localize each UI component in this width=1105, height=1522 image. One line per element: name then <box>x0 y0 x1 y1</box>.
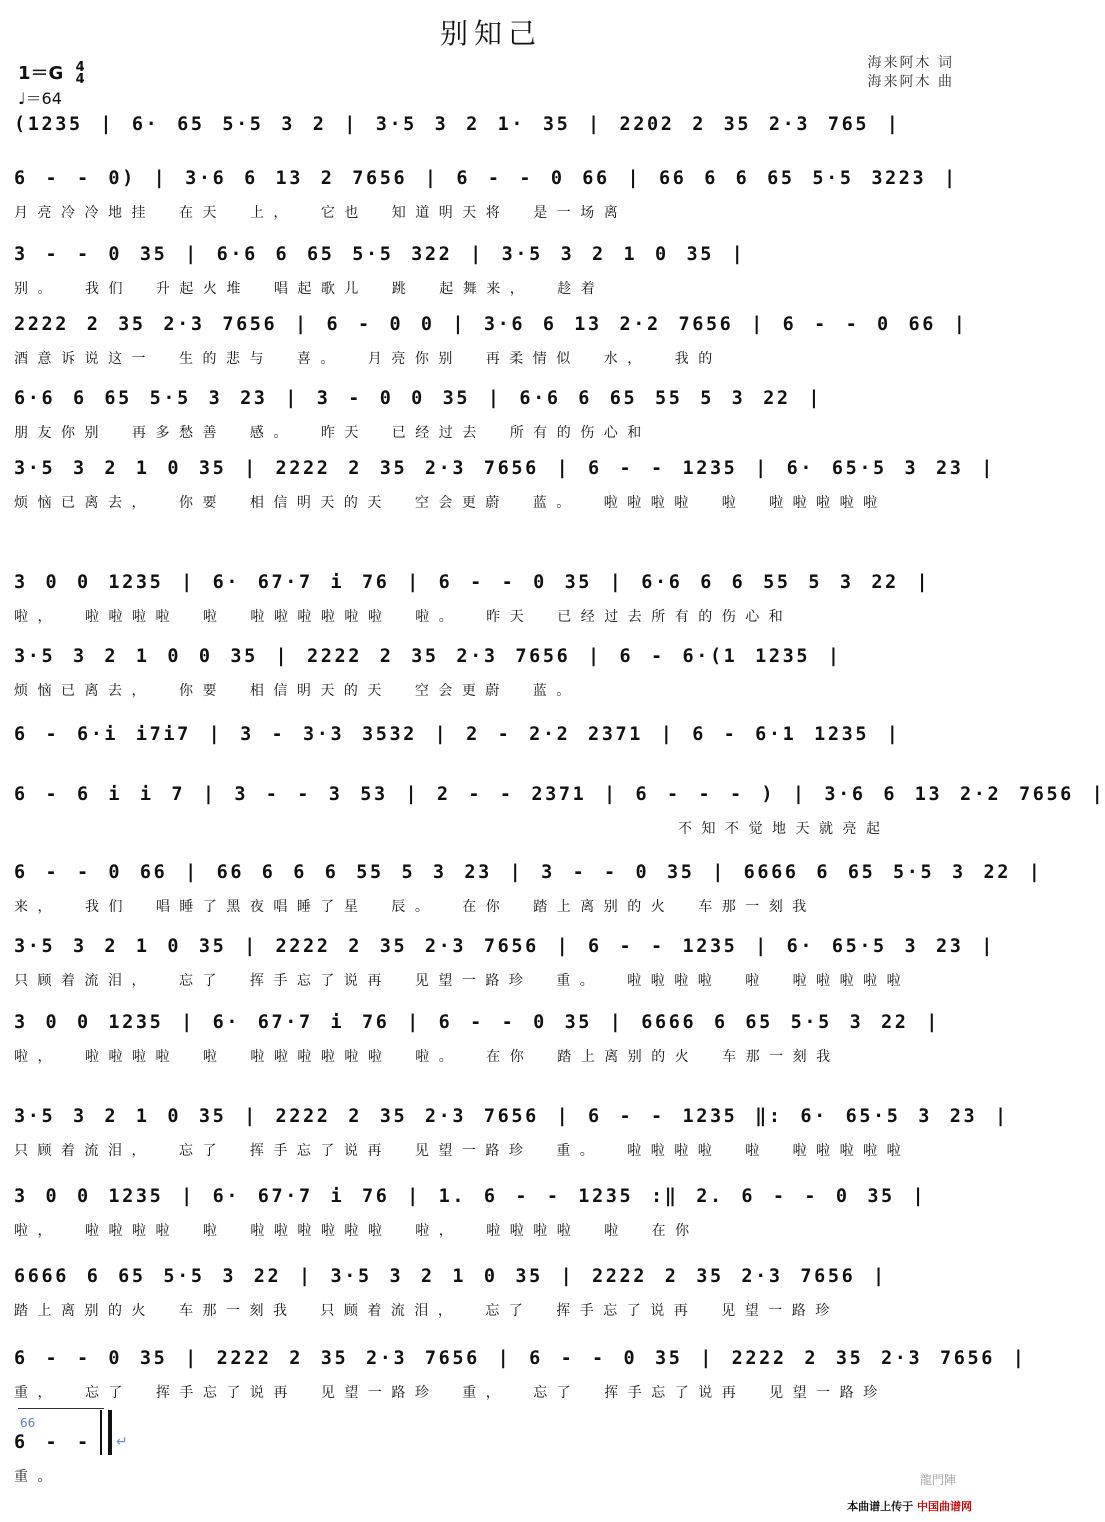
lyric-line: 烦恼已离去， 你要 相信明天的天 空会更蔚 蓝。 啦啦啦啦 啦 啦啦啦啦啦 <box>14 495 887 511</box>
notation-line: 6 - - 0) | 3·6 6 13 2 7656 | 6 - - 0 66 | 66 6 6 65 5·5 3223 | <box>14 168 958 189</box>
score-system <box>14 1186 970 1250</box>
notation-line: 3·5 3 2 1 0 35 | 2222 2 35 2·3 7656 | 6 - - 1235 | 6· 65·5 3 23 | <box>14 936 995 957</box>
notation-line: 3·5 3 2 1 0 35 | 2222 2 35 2·3 7656 | 6 - - 1235 | 6· 65·5 3 23 | <box>14 458 995 479</box>
notation-line: 3·5 3 2 1 0 35 | 2222 2 35 2·3 7656 | 6 - - 1235 ‖: 6· 65·5 3 23 | <box>14 1106 1009 1127</box>
return-arrow-icon: ↵ <box>116 1434 128 1450</box>
tempo-marking: ♩＝64 <box>18 89 62 108</box>
score-system <box>14 572 970 636</box>
lyric-line: 踏上离别的火 车那一刻我 只顾着流泪， 忘了 挥手忘了说再 见望一路珍 <box>14 1303 839 1319</box>
notation-line: 6 - - 0 66 | 66 6 6 6 55 5 3 23 | 3 - - 0 35 | 6666 6 65 5·5 3 22 | <box>14 862 1043 883</box>
notation-line: 6 - 6 i i 7 | 3 - - 3 53 | 2 - - 2371 | 6 - - - ) | 3·6 6 13 2·2 7656 | <box>14 784 1105 805</box>
notation-line: 2222 2 35 2·3 7656 | 6 - 0 0 | 3·6 6 13 2·2 7656 | 6 - - 0 66 | <box>14 314 968 335</box>
key-signature <box>18 62 85 86</box>
lyric-line: 朋友你别 再多愁善 感。 昨天 已经过去 所有的伤心和 <box>14 425 651 441</box>
lyric-line: 来， 我们 唱睡了黑夜唱睡了星 辰。 在你 踏上离别的火 车那一刻我 <box>14 899 816 915</box>
score-system <box>14 724 970 788</box>
lyric-line: 啦， 啦啦啦啦 啦 啦啦啦啦啦啦 啦。 昨天 已经过去所有的伤心和 <box>14 609 793 625</box>
score-system <box>14 936 995 1000</box>
notation-line: 3 0 0 1235 | 6· 67·7 i 76 | 6 - - 0 35 | 6666 6 65 5·5 3 22 | <box>14 1012 941 1033</box>
lyric-line: 啦， 啦啦啦啦 啦 啦啦啦啦啦啦 啦， 啦啦啦啦 啦 在你 <box>14 1223 699 1239</box>
lyric-line: 酒意诉说这一 生的悲与 喜。 月亮你别 再柔情似 水， 我的 <box>14 351 722 367</box>
lyric-line: 只顾着流泪， 忘了 挥手忘了说再 见望一路珍 重。 啦啦啦啦 啦 啦啦啦啦啦 <box>14 973 911 989</box>
score-system <box>14 388 970 452</box>
notation-line: 6·6 6 65 5·5 3 23 | 3 - 0 0 35 | 6·6 6 65 55 5 3 22 | <box>14 388 823 409</box>
footer-text: 本曲谱上传于 <box>847 1500 914 1513</box>
score-system <box>14 1106 1009 1170</box>
notation-line: 3 - - 0 35 | 6·6 6 65 5·5 322 | 3·5 3 2 1 0 35 | <box>14 244 746 265</box>
lyric-line: 只顾着流泪， 忘了 挥手忘了说再 见望一路珍 重。 啦啦啦啦 啦 啦啦啦啦啦 <box>14 1143 911 1159</box>
footer-brand: 中国曲谱网 <box>917 1500 972 1513</box>
lyric-line: 月亮冷冷地挂 在天 上， 它也 知道明天将 是一场离 <box>14 205 628 221</box>
ending-marker: 66 <box>20 1416 36 1430</box>
composer-credit: 海来阿木 曲 <box>867 74 954 90</box>
score-system <box>14 168 970 232</box>
notation-line: 6 - - <box>14 1432 91 1453</box>
footer-credit <box>847 1498 972 1514</box>
notation-line: 6 - - 0 35 | 2222 2 35 2·3 7656 | 6 - - 0 35 | 2222 2 35 2·3 7656 | <box>14 1348 1027 1369</box>
lyric-line: 不知不觉地天就亮起 <box>678 821 890 837</box>
watermark-logo: 龍門陣 <box>919 1473 956 1487</box>
lyric-line: 别。 我们 升起火堆 唱起歌儿 跳 起舞来， 趁着 <box>14 281 605 297</box>
notation-line: 3 0 0 1235 | 6· 67·7 i 76 | 1. 6 - - 1235 :‖ 2. 6 - - 0 35 | <box>14 1186 927 1207</box>
time-signature-bottom: 4 <box>75 72 85 87</box>
notation-line: 3·5 3 2 1 0 0 35 | 2222 2 35 2·3 7656 | 6 - 6·(1 1235 | <box>14 646 842 667</box>
notation-line: 3 0 0 1235 | 6· 67·7 i 76 | 6 - - 0 35 | 6·6 6 6 55 5 3 22 | <box>14 572 931 593</box>
time-signature-top: 4 <box>75 60 85 75</box>
lyricist-credit: 海来阿木 词 <box>867 55 954 71</box>
score-system <box>14 458 995 522</box>
score-system <box>14 1432 104 1496</box>
lyric-line: 烦恼已离去， 你要 相信明天的天 空会更蔚 蓝。 <box>14 683 580 699</box>
time-signature <box>76 62 85 86</box>
lyric-line: 啦， 啦啦啦啦 啦 啦啦啦啦啦啦 啦。 在你 踏上离别的火 车那一刻我 <box>14 1049 840 1065</box>
score-system <box>14 646 970 710</box>
notation-line: 6666 6 65 5·5 3 22 | 3·5 3 2 1 0 35 | 2222 2 35 2·3 7656 | <box>14 1266 887 1287</box>
score-system <box>14 1348 1027 1412</box>
notation-line: 6 - 6·i i7i7 | 3 - 3·3 3532 | 2 - 2·2 2371 | 6 - 6·1 1235 | <box>14 724 901 745</box>
song-title: 别知己 <box>439 17 542 50</box>
score-system <box>14 862 1043 926</box>
lyric-line: 重， 忘了 挥手忘了说再 见望一路珍 重， 忘了 挥手忘了说再 见望一路珍 <box>14 1385 887 1401</box>
score-system <box>14 1266 970 1330</box>
score-system <box>14 314 970 378</box>
score-system <box>14 784 1105 848</box>
credits <box>868 54 954 92</box>
score-system <box>14 1012 970 1076</box>
notation-line: (1235 | 6· 65 5·5 3 2 | 3·5 3 2 1· 35 | 2202 2 35 2·3 765 | <box>14 114 901 135</box>
lyric-line: 重。 <box>14 1469 61 1485</box>
final-barline <box>100 1410 112 1455</box>
score-system <box>14 244 970 308</box>
key-label: 1＝G <box>18 63 64 84</box>
